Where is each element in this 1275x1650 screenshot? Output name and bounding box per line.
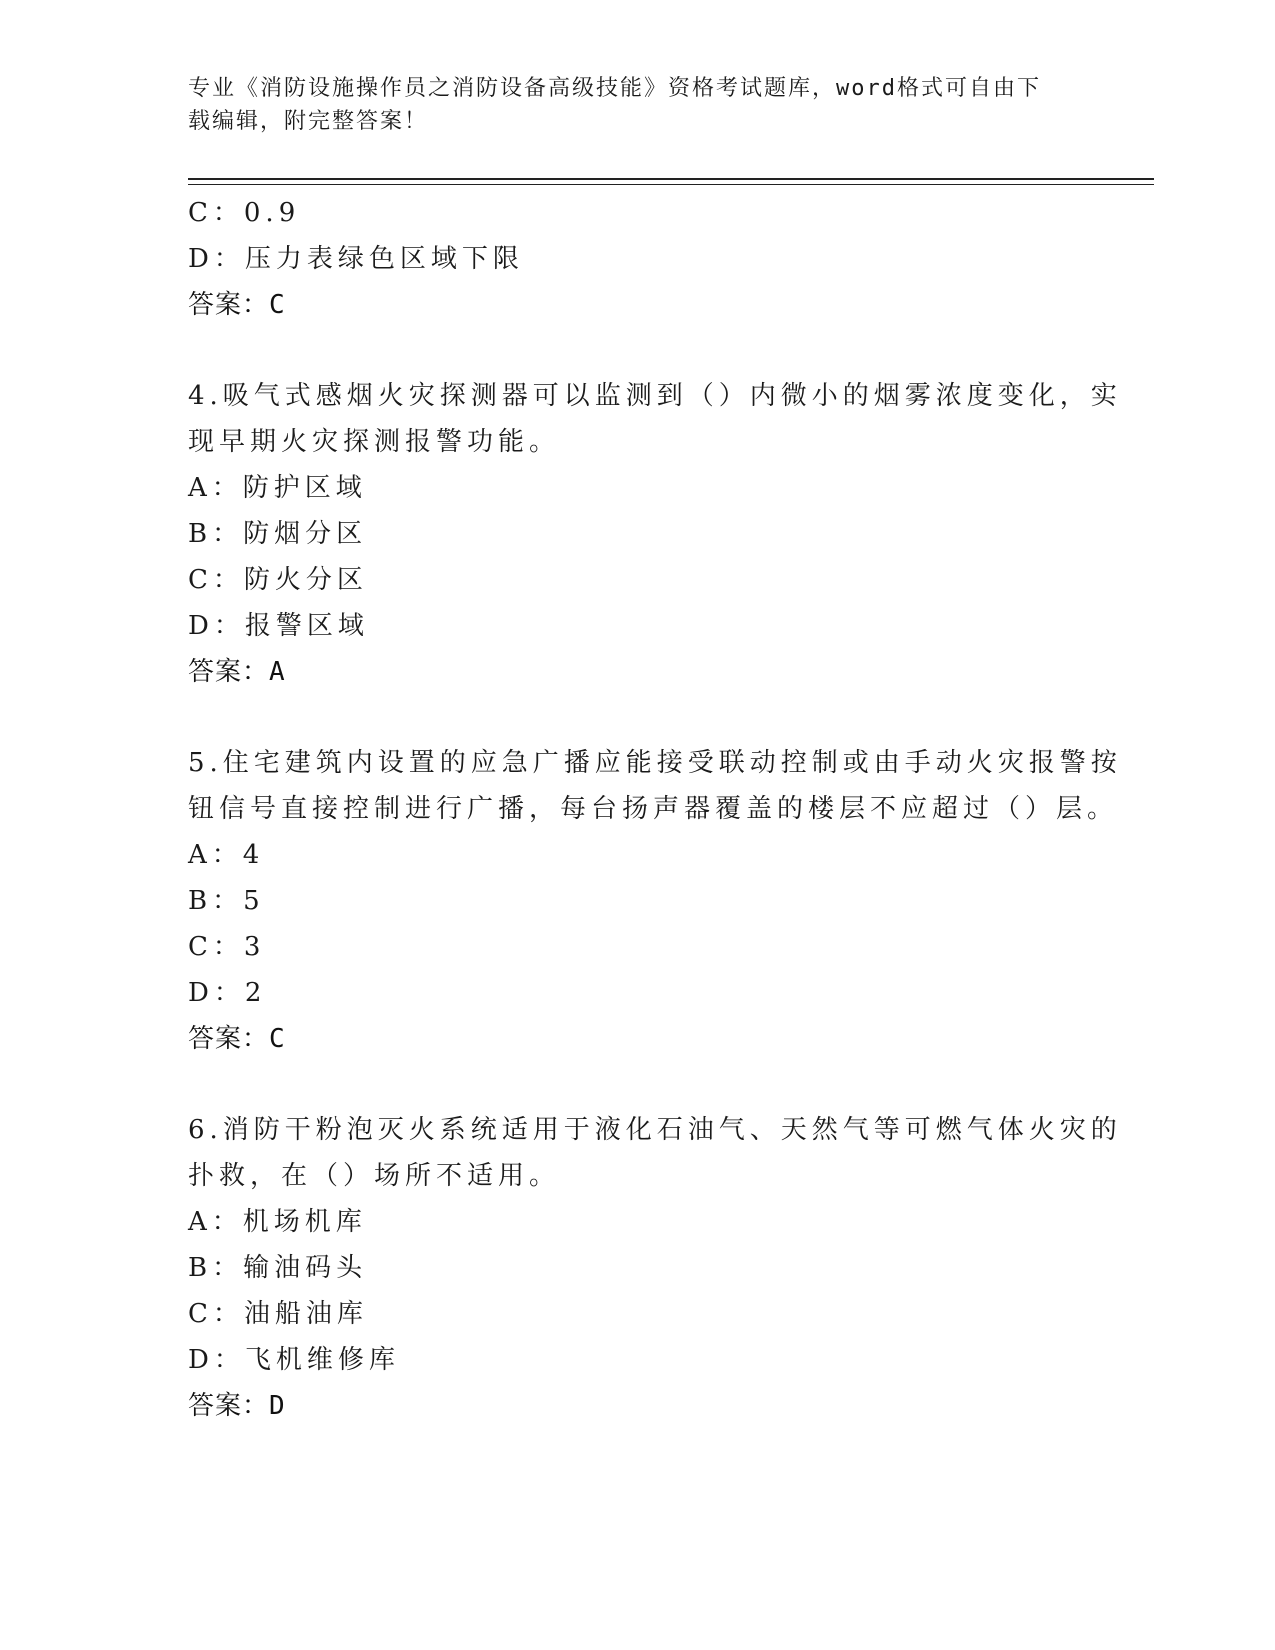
option-d: D：2 [188, 978, 267, 1008]
question-stem: 4.吸气式感烟火灾探测器可以监测到（）内微小的烟雾浓度变化，实 [188, 381, 1122, 411]
option-d: D：报警区域 [188, 611, 369, 641]
header-divider-thin [188, 184, 1154, 185]
header-line-1: 专业《消防设施操作员之消防设备高级技能》资格考试题库，word格式可自由下 [188, 76, 1041, 101]
option-a: A：机场机库 [188, 1207, 367, 1237]
question-stem-cont: 扑救，在（）场所不适用。 [188, 1161, 561, 1191]
option-a: A：防护区域 [188, 473, 367, 503]
option-c: C：油船油库 [188, 1299, 368, 1329]
question-stem-cont: 钮信号直接控制进行广播，每台扬声器覆盖的楼层不应超过（）层。 [188, 794, 1119, 824]
document-header [188, 72, 1088, 138]
prev-question-block [188, 190, 1088, 328]
answer-line: 答案：D [188, 1391, 286, 1421]
question-stem: 5.住宅建筑内设置的应急广播应能接受联动控制或由手动火灾报警按 [188, 748, 1122, 778]
answer-line: 答案：A [188, 657, 286, 687]
option-b: B：输油码头 [188, 1253, 368, 1283]
option-c: C：防火分区 [188, 565, 368, 595]
answer-line: 答案：C [188, 1024, 286, 1054]
option-b: B：5 [188, 886, 265, 916]
option-d: D：飞机维修库 [188, 1345, 400, 1375]
question-block-4 [188, 373, 1122, 695]
question-block-6 [188, 1107, 1122, 1429]
question-list [188, 190, 1122, 1429]
header-line-2: 载编辑，附完整答案！ [188, 109, 429, 134]
option-a: A：4 [188, 840, 265, 870]
option-c: C：3 [188, 932, 266, 962]
question-stem-cont: 现早期火灾探测报警功能。 [188, 427, 561, 457]
header-divider [188, 178, 1154, 180]
question-block-5 [188, 740, 1122, 1062]
option-b: B：防烟分区 [188, 519, 368, 549]
option-d: D：压力表绿色区域下限 [188, 244, 524, 274]
answer-line: 答案：C [188, 290, 286, 320]
question-stem: 6.消防干粉泡灭火系统适用于液化石油气、天然气等可燃气体火灾的 [188, 1115, 1122, 1145]
option-c: C：0.9 [188, 198, 301, 228]
